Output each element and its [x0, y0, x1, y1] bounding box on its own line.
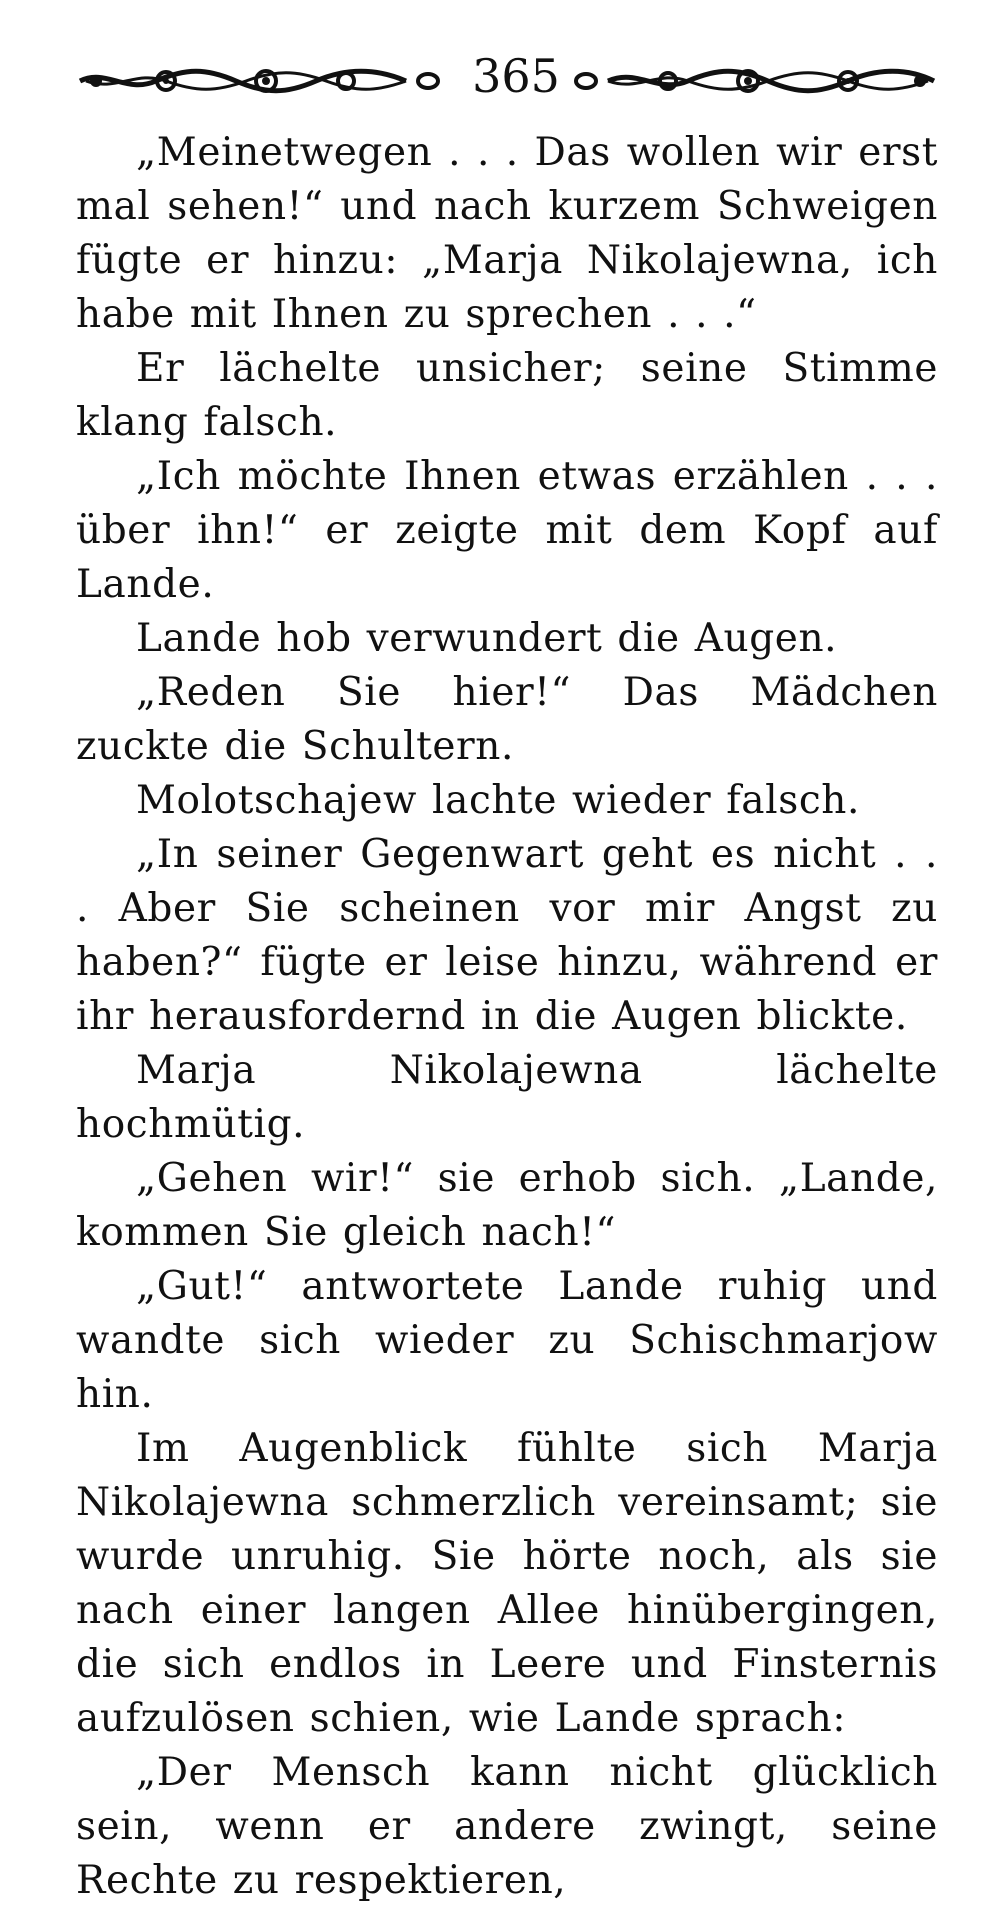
paragraph: Er lächelte unsicher; seine Stimme klang falsch.	[76, 346, 938, 445]
ornament-right-icon	[568, 64, 938, 98]
paragraph: Molotschajew lachte wieder falsch.	[136, 778, 861, 823]
paragraph: Marja Nikolajewna lächelte hochmütig.	[76, 1048, 938, 1147]
page-body	[76, 126, 938, 1908]
page-number: 365	[472, 49, 560, 103]
paragraph: „Gehen wir!“ sie erhob sich. „Lande, kommen Sie gleich nach!“	[76, 1156, 938, 1255]
paragraph: „Gut!“ antwortete Lande ruhig und wandte sich wieder zu Schischmarjow hin.	[76, 1264, 938, 1417]
paragraph: „Meinetwegen . . . Das wollen wir erst mal sehen!“ und nach kurzem Schweigen fügte er hinzu: „Marja Nikolajewna, ich habe mit Ihnen zu sprechen . . .“	[76, 130, 938, 337]
page-header	[76, 44, 938, 108]
paragraph: Im Augenblick fühlte sich Marja Nikolajewna schmerzlich vereinsamt; sie wurde unruhig. Sie hörte noch, als sie nach einer langen Allee hinübergingen, die sich endlos in Leere und Finsternis aufzulösen schien, wie Lande sprach:	[76, 1426, 938, 1741]
paragraph: „Ich möchte Ihnen etwas erzählen . . . über ihn!“ er zeigte mit dem Kopf auf Lande.	[76, 454, 938, 607]
paragraph: „In seiner Gegenwart geht es nicht . . . Aber Sie scheinen vor mir Angst zu haben?“ fügte er leise hinzu, während er ihr herausfordernd in die Augen blickte.	[76, 832, 938, 1039]
paragraph: Lande hob verwundert die Augen.	[136, 616, 838, 661]
paragraph: „Der Mensch kann nicht glücklich sein, wenn er andere zwingt, seine Rechte zu respektieren,	[76, 1750, 938, 1903]
ornament-left-icon	[76, 64, 446, 98]
paragraph: „Reden Sie hier!“ Das Mädchen zuckte die Schultern.	[76, 670, 938, 769]
